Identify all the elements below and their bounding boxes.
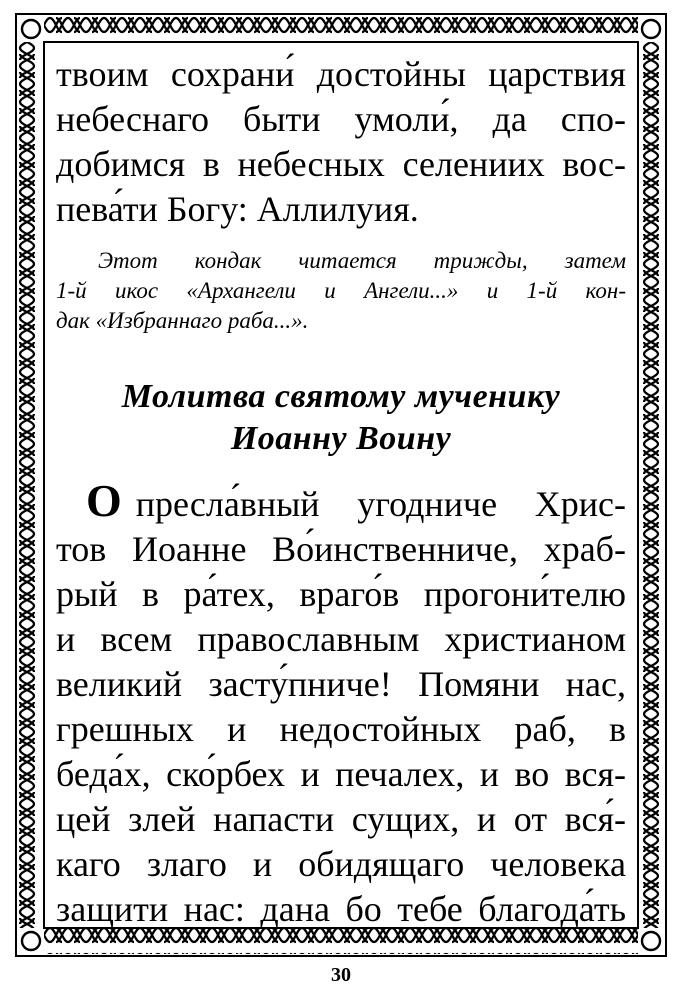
note-line: 1-й икос «Архангели и Ангели...» и 1-й кон- — [56, 278, 626, 303]
text-line: каго злаго и обидящаго человека — [56, 844, 626, 884]
text-line: беда́х, ско́рбех и печалех, и во вся- — [56, 754, 626, 794]
rubric-note — [56, 246, 626, 336]
page-content — [56, 52, 626, 932]
note-line: Этот кондак читается трижды, затем — [98, 248, 626, 273]
prayer-first-line — [56, 475, 626, 527]
note-line: дак «Избраннаго раба...». — [56, 308, 309, 333]
text-line: твоим сохрани́ достойны царствия — [56, 54, 626, 94]
text-line: пева́ти Богу: Аллилуия. — [56, 189, 419, 229]
heading-line-1: Молитва святому мученику — [121, 378, 561, 415]
text-line: грешных и недостойных раб, в — [56, 709, 626, 749]
text-line: пресла́вный угодниче Хрис- — [135, 484, 626, 524]
top-paragraph — [56, 52, 626, 232]
heading-line-2: Иоанну Воину — [230, 420, 452, 457]
drop-cap: О — [86, 475, 122, 526]
text-line: цей злей напасти сущих, и от вся́- — [56, 799, 626, 839]
text-line: небеснаго быти умоли́, да спо- — [56, 99, 626, 139]
text-line: добимся в небесных селениих вос- — [56, 144, 626, 184]
text-line: и всем православным христианом — [56, 619, 626, 659]
text-line: великий засту́пниче! Помяни нас, — [56, 664, 626, 704]
prayer-heading — [56, 376, 626, 460]
prayer-text — [56, 475, 626, 932]
text-line: тов Иоанне Во́инственниче, храб- — [56, 529, 626, 569]
text-line: рый в ра́тех, враго́в прогони́телю — [56, 574, 626, 614]
text-line: защити нас: дана бо тебе благода́ть — [56, 889, 626, 929]
page-number: 30 — [331, 964, 351, 986]
